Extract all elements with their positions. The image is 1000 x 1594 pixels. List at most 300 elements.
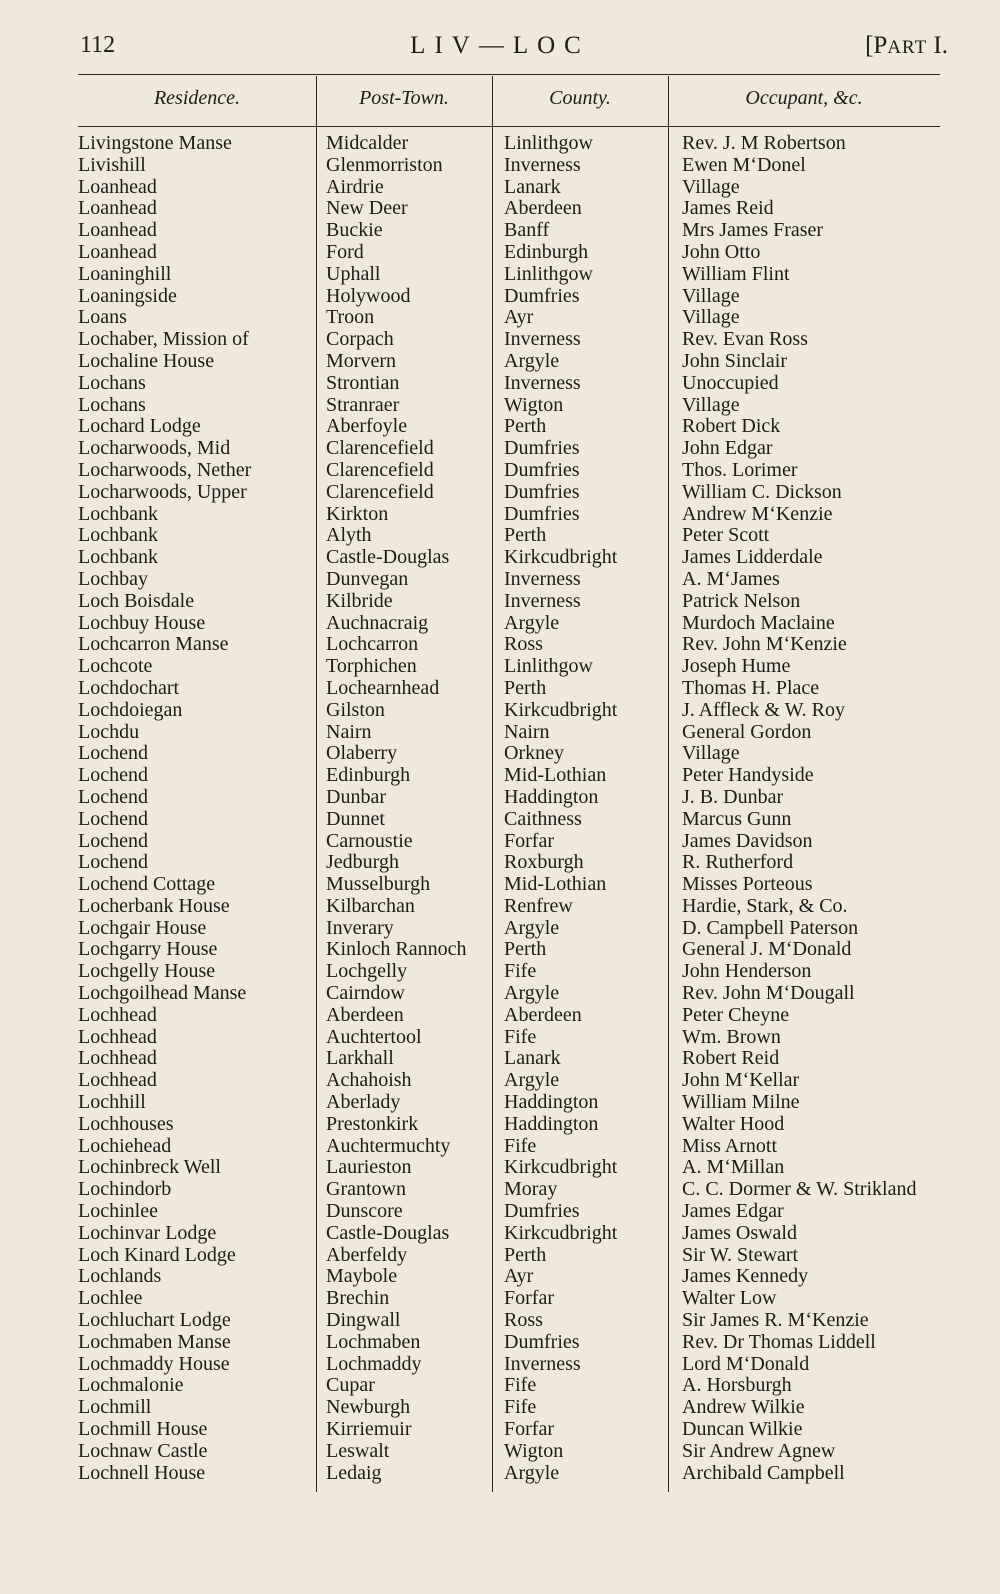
cell-county: Argyle xyxy=(504,611,560,634)
table-row xyxy=(78,438,940,460)
cell-post-town: Aberlady xyxy=(326,1091,401,1114)
cell-residence: Lochluchart Lodge xyxy=(78,1309,231,1332)
cell-post-town: Larkhall xyxy=(326,1047,394,1070)
table-row xyxy=(78,591,940,613)
cell-occupant: John Otto xyxy=(682,240,761,263)
cell-county: Inverness xyxy=(504,328,581,351)
cell-occupant: Rev. Evan Ross xyxy=(682,328,808,351)
cell-post-town: Holywood xyxy=(326,284,411,307)
cell-post-town: Strontian xyxy=(326,371,400,394)
cell-residence: Loans xyxy=(78,306,127,329)
cell-residence: Locherbank House xyxy=(78,894,230,917)
cell-occupant: William Milne xyxy=(682,1091,800,1114)
cell-post-town: Kirriemuir xyxy=(326,1418,412,1441)
table-row xyxy=(78,351,940,373)
cell-county: Fife xyxy=(504,1374,537,1397)
cell-occupant: Walter Hood xyxy=(682,1112,785,1135)
cell-residence: Lochdu xyxy=(78,720,140,743)
table-row xyxy=(78,395,940,417)
cell-county: Ross xyxy=(504,633,543,656)
cell-county: Dumfries xyxy=(504,437,580,460)
cell-post-town: Kilbride xyxy=(326,589,393,612)
cell-county: Roxburgh xyxy=(504,851,584,874)
cell-post-town: Aberfeldy xyxy=(326,1243,408,1266)
cell-post-town: Torphichen xyxy=(326,655,417,678)
cell-post-town: Dunscore xyxy=(326,1200,403,1223)
cell-occupant: Peter Handyside xyxy=(682,764,814,787)
table-row xyxy=(78,1288,940,1310)
cell-occupant: Robert Dick xyxy=(682,415,781,438)
table-row xyxy=(78,1266,940,1288)
cell-post-town: Brechin xyxy=(326,1287,390,1310)
cell-post-town: Castle-Douglas xyxy=(326,546,450,569)
cell-occupant: Rev. Dr Thomas Liddell xyxy=(682,1330,876,1353)
table-row xyxy=(78,831,940,853)
cell-county: Perth xyxy=(504,1243,547,1266)
cell-county: Argyle xyxy=(504,982,560,1005)
cell-occupant: James Davidson xyxy=(682,829,813,852)
cell-post-town: Auchnacraig xyxy=(326,611,429,634)
cell-occupant: Unoccupied xyxy=(682,371,779,394)
cell-post-town: Clarencefield xyxy=(326,480,434,503)
cell-county: Dumfries xyxy=(504,502,580,525)
cell-county: Perth xyxy=(504,524,547,547)
cell-post-town: Kirkton xyxy=(326,502,389,525)
cell-county: Kirkcudbright xyxy=(504,1221,618,1244)
cell-county: Aberdeen xyxy=(504,197,582,220)
cell-residence: Lochaber, Mission of xyxy=(78,328,249,351)
cell-post-town: Clarencefield xyxy=(326,437,434,460)
cell-county: Argyle xyxy=(504,1461,560,1484)
cell-county: Nairn xyxy=(504,720,550,743)
cell-residence: Loanhead xyxy=(78,219,157,242)
cell-occupant: John Edgar xyxy=(682,437,773,460)
cell-post-town: Lochcarron xyxy=(326,633,419,656)
cell-post-town: Kinloch Rannoch xyxy=(326,938,467,961)
cell-residence: Lochlee xyxy=(78,1287,143,1310)
cell-county: Mid-Lothian xyxy=(504,873,607,896)
cell-post-town: Dunvegan xyxy=(326,567,409,590)
table-row xyxy=(78,242,940,264)
cell-occupant: Miss Arnott xyxy=(682,1134,778,1157)
cell-residence: Lochmill xyxy=(78,1396,152,1419)
cell-post-town: Buckie xyxy=(326,219,383,242)
cell-post-town: Auchtertool xyxy=(326,1025,422,1048)
cell-occupant: James Edgar xyxy=(682,1200,784,1223)
cell-occupant: Sir James R. M‘Kenzie xyxy=(682,1309,869,1332)
cell-post-town: New Deer xyxy=(326,197,408,220)
cell-occupant: Hardie, Stark, & Co. xyxy=(682,894,848,917)
part-label-suffix: I. xyxy=(927,32,948,59)
cell-occupant: A. Horsburgh xyxy=(682,1374,792,1397)
table-body xyxy=(78,133,940,1484)
cell-residence: Lochend xyxy=(78,829,148,852)
cell-occupant: Andrew M‘Kenzie xyxy=(682,502,833,525)
cell-county: Argyle xyxy=(504,1069,560,1092)
cell-county: Linlithgow xyxy=(504,132,593,154)
table-row xyxy=(78,198,940,220)
cell-county: Kirkcudbright xyxy=(504,1156,618,1179)
cell-residence: Lochhouses xyxy=(78,1112,174,1135)
cell-post-town: Aberdeen xyxy=(326,1003,404,1026)
cell-county: Caithness xyxy=(504,807,582,830)
cell-county: Argyle xyxy=(504,916,560,939)
cell-occupant: Village xyxy=(682,742,740,765)
cell-residence: Lochinbreck Well xyxy=(78,1156,221,1179)
cell-residence: Lochbank xyxy=(78,502,158,525)
alphabetical-range: LIV—LOC xyxy=(410,32,590,59)
table-row xyxy=(78,1354,940,1376)
table-row xyxy=(78,177,940,199)
cell-county: Wigton xyxy=(504,393,564,416)
cell-residence: Lochhead xyxy=(78,1025,157,1048)
cell-post-town: Glenmorriston xyxy=(326,153,443,176)
cell-county: Perth xyxy=(504,676,547,699)
table-row xyxy=(78,1419,940,1441)
cell-post-town: Corpach xyxy=(326,328,394,351)
table-row xyxy=(78,678,940,700)
table-row xyxy=(78,1114,940,1136)
cell-county: Ayr xyxy=(504,1265,534,1288)
cell-residence: Livishill xyxy=(78,153,146,176)
cell-county: Argyle xyxy=(504,349,560,372)
cell-county: Fife xyxy=(504,960,537,983)
cell-county: Haddington xyxy=(504,1112,599,1135)
part-label-smallcaps: ART xyxy=(887,37,928,58)
cell-county: Orkney xyxy=(504,742,564,765)
column-divider xyxy=(316,76,317,1492)
cell-occupant: Rev. John M‘Dougall xyxy=(682,982,855,1005)
cell-occupant: General Gordon xyxy=(682,720,812,743)
cell-residence: Loanhead xyxy=(78,197,157,220)
table-row xyxy=(78,1179,940,1201)
cell-occupant: Village xyxy=(682,306,740,329)
cell-occupant: Wm. Brown xyxy=(682,1025,781,1048)
cell-post-town: Auchtermuchty xyxy=(326,1134,451,1157)
cell-county: Banff xyxy=(504,219,550,242)
cell-county: Linlithgow xyxy=(504,262,593,285)
cell-occupant: Duncan Wilkie xyxy=(682,1418,803,1441)
column-header-county: County. xyxy=(549,87,611,109)
cell-residence: Lochdoiegan xyxy=(78,698,183,721)
table-row xyxy=(78,1092,940,1114)
table-row xyxy=(78,1245,940,1267)
cell-county: Dumfries xyxy=(504,480,580,503)
cell-residence: Lochhead xyxy=(78,1047,157,1070)
cell-residence: Lochgoilhead Manse xyxy=(78,982,247,1005)
part-label-prefix: [P xyxy=(865,32,888,59)
table-row xyxy=(78,1027,940,1049)
cell-occupant: J. B. Dunbar xyxy=(682,785,784,808)
table-row xyxy=(78,460,940,482)
cell-residence: Lochbay xyxy=(78,567,148,590)
cell-residence: Lochard Lodge xyxy=(78,415,201,438)
running-header xyxy=(0,32,1000,72)
cell-occupant: Village xyxy=(682,175,740,198)
cell-residence: Lochnell House xyxy=(78,1461,206,1484)
cell-residence: Lochhill xyxy=(78,1091,146,1114)
cell-residence: Lochend xyxy=(78,807,148,830)
cell-post-town: Cupar xyxy=(326,1374,375,1397)
table-row xyxy=(78,416,940,438)
cell-post-town: Dingwall xyxy=(326,1309,401,1332)
cell-occupant: Lord M‘Donald xyxy=(682,1352,810,1375)
cell-post-town: Lochmaben xyxy=(326,1330,421,1353)
cell-occupant: Robert Reid xyxy=(682,1047,780,1070)
cell-post-town: Cairndow xyxy=(326,982,405,1005)
cell-occupant: Walter Low xyxy=(682,1287,777,1310)
cell-county: Haddington xyxy=(504,785,599,808)
cell-county: Linlithgow xyxy=(504,655,593,678)
cell-post-town: Dunbar xyxy=(326,785,386,808)
table-row xyxy=(78,155,940,177)
cell-county: Perth xyxy=(504,938,547,961)
cell-occupant: A. M‘James xyxy=(682,567,780,590)
cell-residence: Lochcarron Manse xyxy=(78,633,229,656)
cell-occupant: Sir Andrew Agnew xyxy=(682,1439,836,1462)
cell-county: Inverness xyxy=(504,371,581,394)
cell-county: Ayr xyxy=(504,306,534,329)
table-row xyxy=(78,722,940,744)
cell-residence: Loch Boisdale xyxy=(78,589,195,612)
cell-occupant: Peter Cheyne xyxy=(682,1003,790,1026)
cell-occupant: Thomas H. Place xyxy=(682,676,820,699)
table-row xyxy=(78,634,940,656)
table-row xyxy=(78,852,940,874)
cell-occupant: Patrick Nelson xyxy=(682,589,801,612)
cell-post-town: Ledaig xyxy=(326,1461,382,1484)
cell-occupant: Archibald Campbell xyxy=(682,1461,845,1484)
cell-residence: Lochcote xyxy=(78,655,153,678)
cell-occupant: Sir W. Stewart xyxy=(682,1243,799,1266)
cell-residence: Lochmill House xyxy=(78,1418,208,1441)
cell-residence: Lochindorb xyxy=(78,1178,172,1201)
column-headers xyxy=(78,74,940,127)
cell-residence: Loanhead xyxy=(78,175,157,198)
cell-county: Dumfries xyxy=(504,284,580,307)
cell-occupant: J. Affleck & W. Roy xyxy=(682,698,845,721)
table-row xyxy=(78,1136,940,1158)
cell-occupant: Misses Porteous xyxy=(682,873,813,896)
cell-residence: Lochbuy House xyxy=(78,611,206,634)
cell-county: Fife xyxy=(504,1025,537,1048)
cell-county: Haddington xyxy=(504,1091,599,1114)
table-row xyxy=(78,1005,940,1027)
cell-county: Kirkcudbright xyxy=(504,698,618,721)
cell-post-town: Morvern xyxy=(326,349,396,372)
cell-county: Inverness xyxy=(504,589,581,612)
cell-residence: Loanhead xyxy=(78,240,157,263)
table-row xyxy=(78,133,940,155)
cell-residence: Locharwoods, Upper xyxy=(78,480,247,503)
cell-county: Edinburgh xyxy=(504,240,589,263)
cell-occupant: A. M‘Millan xyxy=(682,1156,785,1179)
cell-county: Moray xyxy=(504,1178,558,1201)
cell-occupant: James Oswald xyxy=(682,1221,797,1244)
cell-post-town: Kilbarchan xyxy=(326,894,415,917)
cell-post-town: Stranraer xyxy=(326,393,400,416)
cell-residence: Loaninghill xyxy=(78,262,172,285)
cell-county: Lanark xyxy=(504,1047,561,1070)
cell-occupant: Murdoch Maclaine xyxy=(682,611,835,634)
table-row xyxy=(78,765,940,787)
cell-county: Forfar xyxy=(504,829,554,852)
table-row xyxy=(78,525,940,547)
table-row xyxy=(78,874,940,896)
cell-post-town: Newburgh xyxy=(326,1396,411,1419)
cell-occupant: James Reid xyxy=(682,197,774,220)
cell-post-town: Carnoustie xyxy=(326,829,413,852)
cell-county: Mid-Lothian xyxy=(504,764,607,787)
table-row xyxy=(78,220,940,242)
cell-county: Forfar xyxy=(504,1287,554,1310)
table-row xyxy=(78,1375,940,1397)
cell-residence: Lochend xyxy=(78,742,148,765)
table-row xyxy=(78,939,940,961)
cell-residence: Lochinvar Lodge xyxy=(78,1221,217,1244)
table-row xyxy=(78,373,940,395)
cell-post-town: Inverary xyxy=(326,916,394,939)
cell-county: Dumfries xyxy=(504,458,580,481)
cell-residence: Locharwoods, Nether xyxy=(78,458,252,481)
cell-residence: Lochgair House xyxy=(78,916,207,939)
cell-occupant: General J. M‘Donald xyxy=(682,938,852,961)
table-row xyxy=(78,1201,940,1223)
cell-residence: Loch Kinard Lodge xyxy=(78,1243,236,1266)
cell-post-town: Leswalt xyxy=(326,1439,390,1462)
table-row xyxy=(78,1048,940,1070)
cell-residence: Lochlands xyxy=(78,1265,162,1288)
cell-occupant: Rev. J. M Robertson xyxy=(682,132,846,154)
cell-occupant: Village xyxy=(682,393,740,416)
cell-residence: Lochhead xyxy=(78,1069,157,1092)
table-row xyxy=(78,1070,940,1092)
cell-post-town: Dunnet xyxy=(326,807,385,830)
table-row xyxy=(78,613,940,635)
column-header-residence: Residence. xyxy=(153,87,241,109)
cell-post-town: Nairn xyxy=(326,720,372,743)
column-header-occupant: Occupant, &c. xyxy=(745,87,863,109)
cell-county: Renfrew xyxy=(504,894,573,917)
cell-occupant: William Flint xyxy=(682,262,790,285)
cell-post-town: Edinburgh xyxy=(326,764,411,787)
cell-residence: Lochiehead xyxy=(78,1134,172,1157)
cell-occupant: John Sinclair xyxy=(682,349,787,372)
cell-county: Forfar xyxy=(504,1418,554,1441)
cell-county: Inverness xyxy=(504,1352,581,1375)
cell-occupant: Village xyxy=(682,284,740,307)
table-row xyxy=(78,329,940,351)
table-row xyxy=(78,307,940,329)
cell-residence: Lochmalonie xyxy=(78,1374,184,1397)
table-row xyxy=(78,1223,940,1245)
table-row xyxy=(78,1463,940,1485)
cell-occupant: Peter Scott xyxy=(682,524,770,547)
cell-county: Fife xyxy=(504,1396,537,1419)
table-row xyxy=(78,918,940,940)
cell-post-town: Maybole xyxy=(326,1265,398,1288)
column-divider xyxy=(668,76,669,1492)
cell-residence: Lochinlee xyxy=(78,1200,158,1223)
cell-county: Inverness xyxy=(504,567,581,590)
cell-occupant: James Kennedy xyxy=(682,1265,809,1288)
table-row xyxy=(78,1441,940,1463)
part-label xyxy=(865,32,948,60)
table-row xyxy=(78,809,940,831)
cell-residence: Lochend xyxy=(78,764,148,787)
cell-county: Ross xyxy=(504,1309,543,1332)
cell-post-town: Musselburgh xyxy=(326,873,431,896)
cell-residence: Lochaline House xyxy=(78,349,215,372)
residence-table xyxy=(78,74,940,1484)
cell-post-town: Midcalder xyxy=(326,132,409,154)
cell-residence: Lochans xyxy=(78,393,146,416)
cell-post-town: Uphall xyxy=(326,262,381,285)
cell-county: Lanark xyxy=(504,175,561,198)
cell-residence: Lochend xyxy=(78,851,148,874)
cell-residence: Lochmaben Manse xyxy=(78,1330,231,1353)
table-row xyxy=(78,1310,940,1332)
table-row xyxy=(78,896,940,918)
cell-occupant: D. Campbell Paterson xyxy=(682,916,859,939)
table-row xyxy=(78,983,940,1005)
cell-occupant: Marcus Gunn xyxy=(682,807,792,830)
cell-post-town: Troon xyxy=(326,306,375,329)
cell-county: Dumfries xyxy=(504,1330,580,1353)
cell-post-town: Grantown xyxy=(326,1178,406,1201)
cell-occupant: John M‘Kellar xyxy=(682,1069,800,1092)
cell-occupant: Joseph Hume xyxy=(682,655,791,678)
cell-post-town: Lochmaddy xyxy=(326,1352,422,1375)
cell-residence: Locharwoods, Mid xyxy=(78,437,231,460)
table-row xyxy=(78,1397,940,1419)
cell-residence: Lochnaw Castle xyxy=(78,1439,208,1462)
table-row xyxy=(78,504,940,526)
cell-occupant: Thos. Lorimer xyxy=(682,458,798,481)
table-row xyxy=(78,569,940,591)
cell-post-town: Olaberry xyxy=(326,742,398,765)
table-row xyxy=(78,656,940,678)
cell-county: Kirkcudbright xyxy=(504,546,618,569)
cell-county: Wigton xyxy=(504,1439,564,1462)
cell-occupant: Rev. John M‘Kenzie xyxy=(682,633,847,656)
cell-post-town: Ford xyxy=(326,240,364,263)
cell-occupant: Ewen M‘Donel xyxy=(682,153,806,176)
cell-residence: Lochgarry House xyxy=(78,938,218,961)
cell-residence: Lochbank xyxy=(78,524,158,547)
cell-county: Aberdeen xyxy=(504,1003,582,1026)
table-row xyxy=(78,482,940,504)
cell-county: Fife xyxy=(504,1134,537,1157)
cell-residence: Lochend Cottage xyxy=(78,873,216,896)
cell-residence: Lochend xyxy=(78,785,148,808)
cell-post-town: Lochearnhead xyxy=(326,676,440,699)
cell-residence: Lochdochart xyxy=(78,676,180,699)
column-header-post-town: Post-Town. xyxy=(359,87,449,109)
cell-post-town: Airdrie xyxy=(326,175,384,198)
cell-occupant: Mrs James Fraser xyxy=(682,219,824,242)
cell-post-town: Prestonkirk xyxy=(326,1112,419,1135)
table-row xyxy=(78,286,940,308)
table-row xyxy=(78,264,940,286)
column-divider xyxy=(492,76,493,1492)
table-row xyxy=(78,743,940,765)
cell-residence: Lochhead xyxy=(78,1003,157,1026)
cell-post-town: Jedburgh xyxy=(326,851,399,874)
cell-residence: Lochans xyxy=(78,371,146,394)
page-number: 112 xyxy=(80,32,116,58)
cell-occupant: James Lidderdale xyxy=(682,546,823,569)
